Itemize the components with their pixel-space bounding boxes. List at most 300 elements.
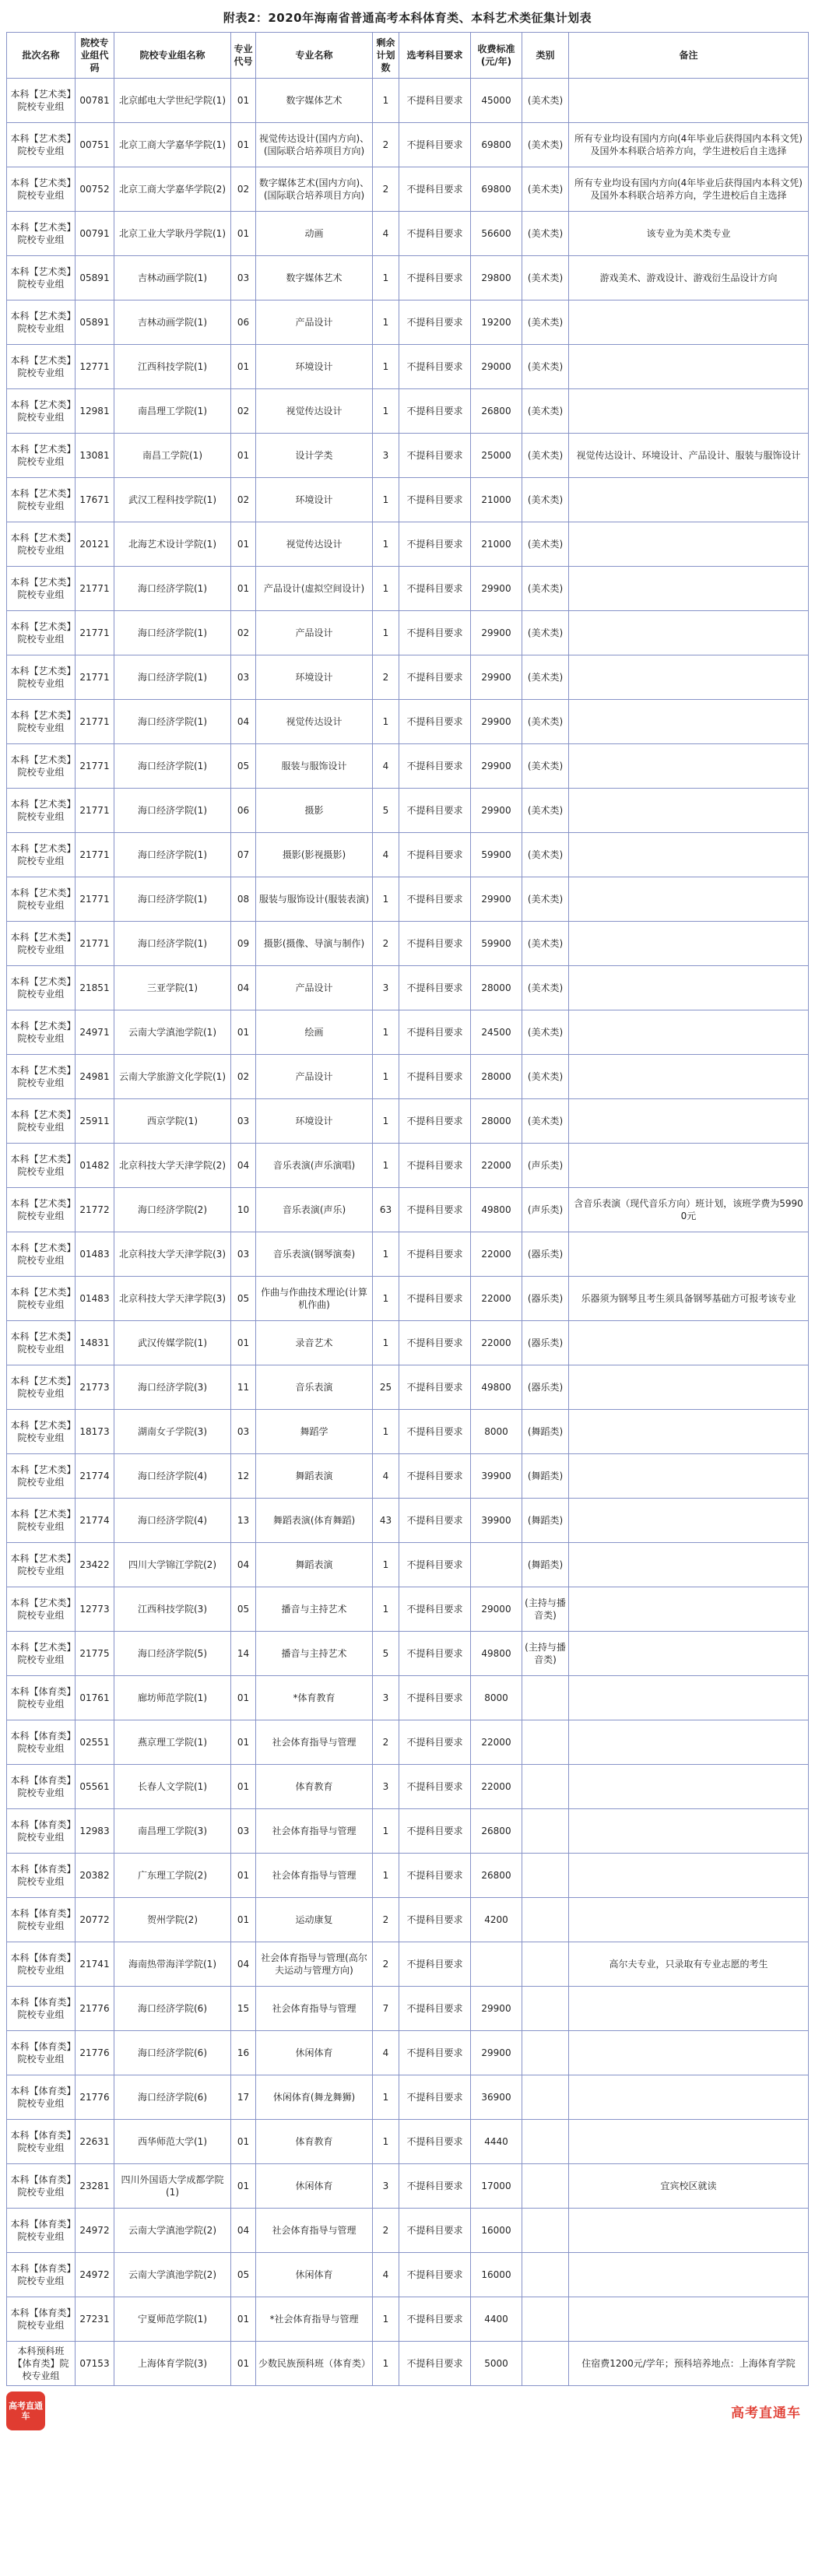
table-row bbox=[7, 789, 809, 833]
cell-remark bbox=[569, 2253, 809, 2297]
table-row bbox=[7, 611, 809, 655]
cell-major-name: 舞蹈表演 bbox=[256, 1543, 373, 1587]
cell-category: (舞蹈类) bbox=[522, 1499, 569, 1543]
cell-remaining-count: 3 bbox=[373, 2164, 399, 2209]
cell-major-code: 01 bbox=[231, 79, 256, 123]
cell-category bbox=[522, 1676, 569, 1720]
cell-major-name: 视觉传达设计 bbox=[256, 700, 373, 744]
cell-remaining-count: 4 bbox=[373, 2253, 399, 2297]
cell-remark bbox=[569, 744, 809, 789]
cell-remark bbox=[569, 1543, 809, 1587]
cell-fee: 45000 bbox=[471, 79, 522, 123]
cell-group-name: 海口经济学院(1) bbox=[114, 611, 231, 655]
cell-category: (美术类) bbox=[522, 1010, 569, 1055]
cell-category bbox=[522, 1765, 569, 1809]
cell-major-code: 01 bbox=[231, 1321, 256, 1365]
cell-major-code: 13 bbox=[231, 1499, 256, 1543]
cell-remark bbox=[569, 1499, 809, 1543]
cell-subject-requirement: 不提科目要求 bbox=[399, 2253, 471, 2297]
cell-subject-requirement: 不提科目要求 bbox=[399, 300, 471, 345]
cell-subject-requirement: 不提科目要求 bbox=[399, 2297, 471, 2342]
cell-subject-requirement: 不提科目要求 bbox=[399, 1010, 471, 1055]
table-row bbox=[7, 2209, 809, 2253]
cell-remaining-count: 2 bbox=[373, 123, 399, 167]
cell-group-code: 24971 bbox=[76, 1010, 114, 1055]
cell-group-name: 云南大学滇池学院(2) bbox=[114, 2209, 231, 2253]
cell-fee: 69800 bbox=[471, 167, 522, 212]
cell-remark bbox=[569, 1898, 809, 1942]
cell-group-code: 14831 bbox=[76, 1321, 114, 1365]
cell-group-code: 21771 bbox=[76, 700, 114, 744]
cell-group-name: 广东理工学院(2) bbox=[114, 1854, 231, 1898]
gaokao-zhitongche-logo: 高考直通车 bbox=[6, 2391, 45, 2430]
cell-group-name: 西华师范大学(1) bbox=[114, 2120, 231, 2164]
cell-category: (美术类) bbox=[522, 655, 569, 700]
cell-major-name: 社会体育指导与管理(高尔夫运动与管理方向) bbox=[256, 1942, 373, 1987]
table-row bbox=[7, 522, 809, 567]
cell-group-name: 西京学院(1) bbox=[114, 1099, 231, 1144]
cell-major-code: 01 bbox=[231, 1765, 256, 1809]
cell-major-code: 02 bbox=[231, 611, 256, 655]
cell-major-name: 产品设计 bbox=[256, 300, 373, 345]
cell-group-name: 南昌理工学院(1) bbox=[114, 389, 231, 434]
cell-group-name: 北京科技大学天津学院(3) bbox=[114, 1232, 231, 1277]
table-row bbox=[7, 1410, 809, 1454]
cell-group-code: 12771 bbox=[76, 345, 114, 389]
cell-batch: 本科【艺术类】院校专业组 bbox=[7, 1277, 76, 1321]
cell-subject-requirement: 不提科目要求 bbox=[399, 1587, 471, 1632]
cell-subject-requirement: 不提科目要求 bbox=[399, 611, 471, 655]
cell-major-code: 03 bbox=[231, 256, 256, 300]
cell-remaining-count: 2 bbox=[373, 655, 399, 700]
cell-subject-requirement: 不提科目要求 bbox=[399, 1632, 471, 1676]
cell-remark bbox=[569, 1676, 809, 1720]
cell-major-code: 01 bbox=[231, 522, 256, 567]
cell-remaining-count: 1 bbox=[373, 1587, 399, 1632]
cell-fee: 59900 bbox=[471, 833, 522, 877]
cell-major-name: 视觉传达设计(国内方向)、(国际联合培养项目方向) bbox=[256, 123, 373, 167]
table-row bbox=[7, 300, 809, 345]
cell-remaining-count: 3 bbox=[373, 1676, 399, 1720]
cell-group-code: 21772 bbox=[76, 1188, 114, 1232]
cell-group-code: 12983 bbox=[76, 1809, 114, 1854]
cell-subject-requirement: 不提科目要求 bbox=[399, 1854, 471, 1898]
cell-subject-requirement: 不提科目要求 bbox=[399, 2164, 471, 2209]
cell-major-code: 05 bbox=[231, 1277, 256, 1321]
cell-batch: 本科【体育类】院校专业组 bbox=[7, 1898, 76, 1942]
cell-major-code: 01 bbox=[231, 434, 256, 478]
cell-remark bbox=[569, 922, 809, 966]
cell-major-name: 社会体育指导与管理 bbox=[256, 1854, 373, 1898]
cell-group-code: 21771 bbox=[76, 833, 114, 877]
cell-major-code: 06 bbox=[231, 789, 256, 833]
cell-remaining-count: 1 bbox=[373, 256, 399, 300]
cell-fee: 49800 bbox=[471, 1188, 522, 1232]
cell-remark bbox=[569, 1410, 809, 1454]
cell-subject-requirement: 不提科目要求 bbox=[399, 833, 471, 877]
cell-remark bbox=[569, 1987, 809, 2031]
cell-group-code: 05561 bbox=[76, 1765, 114, 1809]
table-row bbox=[7, 1055, 809, 1099]
cell-group-name: 海口经济学院(1) bbox=[114, 789, 231, 833]
cell-subject-requirement: 不提科目要求 bbox=[399, 922, 471, 966]
cell-fee: 28000 bbox=[471, 1099, 522, 1144]
cell-remark: 高尔夫专业，只录取有专业志愿的考生 bbox=[569, 1942, 809, 1987]
cell-batch: 本科【艺术类】院校专业组 bbox=[7, 123, 76, 167]
cell-subject-requirement: 不提科目要求 bbox=[399, 123, 471, 167]
cell-fee: 39900 bbox=[471, 1454, 522, 1499]
cell-remaining-count: 4 bbox=[373, 1454, 399, 1499]
cell-major-name: 视觉传达设计 bbox=[256, 389, 373, 434]
cell-batch: 本科【艺术类】院校专业组 bbox=[7, 79, 76, 123]
cell-group-name: 北京工商大学嘉华学院(2) bbox=[114, 167, 231, 212]
cell-remark: 游戏美术、游戏设计、游戏衍生品设计方向 bbox=[569, 256, 809, 300]
cell-group-name: 北京科技大学天津学院(3) bbox=[114, 1277, 231, 1321]
cell-remaining-count: 1 bbox=[373, 877, 399, 922]
cell-major-name: 舞蹈表演(体育舞蹈) bbox=[256, 1499, 373, 1543]
cell-group-name: 北京工业大学耿丹学院(1) bbox=[114, 212, 231, 256]
cell-fee: 29900 bbox=[471, 877, 522, 922]
cell-subject-requirement: 不提科目要求 bbox=[399, 2342, 471, 2386]
cell-major-code: 01 bbox=[231, 1010, 256, 1055]
cell-group-name: 四川大学锦江学院(2) bbox=[114, 1543, 231, 1587]
cell-major-code: 01 bbox=[231, 2297, 256, 2342]
cell-remark bbox=[569, 2297, 809, 2342]
table-row bbox=[7, 389, 809, 434]
cell-major-name: 播音与主持艺术 bbox=[256, 1587, 373, 1632]
cell-group-name: 海口经济学院(1) bbox=[114, 922, 231, 966]
cell-remaining-count: 4 bbox=[373, 212, 399, 256]
cell-fee: 39900 bbox=[471, 1499, 522, 1543]
cell-remark: 所有专业均设有国内方向(4年毕业后获得国内本科文凭)及国外本科联合培养方向，学生进校后自主选择 bbox=[569, 167, 809, 212]
cell-fee: 59900 bbox=[471, 922, 522, 966]
cell-remaining-count: 3 bbox=[373, 434, 399, 478]
cell-batch: 本科【体育类】院校专业组 bbox=[7, 2297, 76, 2342]
cell-remark bbox=[569, 1454, 809, 1499]
table-row bbox=[7, 1765, 809, 1809]
table-row bbox=[7, 922, 809, 966]
cell-category: (美术类) bbox=[522, 522, 569, 567]
cell-batch: 本科【体育类】院校专业组 bbox=[7, 1854, 76, 1898]
cell-major-name: 体育教育 bbox=[256, 2120, 373, 2164]
cell-batch: 本科【艺术类】院校专业组 bbox=[7, 256, 76, 300]
cell-fee: 8000 bbox=[471, 1410, 522, 1454]
cell-major-code: 02 bbox=[231, 478, 256, 522]
cell-category: (主持与播音类) bbox=[522, 1587, 569, 1632]
cell-group-name: 海口经济学院(6) bbox=[114, 1987, 231, 2031]
cell-subject-requirement: 不提科目要求 bbox=[399, 1809, 471, 1854]
cell-fee: 26800 bbox=[471, 1809, 522, 1854]
cell-category: (美术类) bbox=[522, 789, 569, 833]
cell-group-name: 海口经济学院(5) bbox=[114, 1632, 231, 1676]
table-row bbox=[7, 167, 809, 212]
cell-remark bbox=[569, 2031, 809, 2075]
table-row bbox=[7, 1898, 809, 1942]
cell-fee: 29900 bbox=[471, 655, 522, 700]
cell-group-code: 20772 bbox=[76, 1898, 114, 1942]
cell-category: (美术类) bbox=[522, 300, 569, 345]
cell-remaining-count: 1 bbox=[373, 611, 399, 655]
cell-group-code: 01482 bbox=[76, 1144, 114, 1188]
cell-fee: 36900 bbox=[471, 2075, 522, 2120]
cell-major-name: 社会体育指导与管理 bbox=[256, 2209, 373, 2253]
cell-major-name: 设计学类 bbox=[256, 434, 373, 478]
cell-group-code: 00752 bbox=[76, 167, 114, 212]
cell-subject-requirement: 不提科目要求 bbox=[399, 1942, 471, 1987]
cell-remaining-count: 1 bbox=[373, 1099, 399, 1144]
table-row bbox=[7, 744, 809, 789]
cell-group-code: 20121 bbox=[76, 522, 114, 567]
cell-group-name: 云南大学滇池学院(2) bbox=[114, 2253, 231, 2297]
cell-remark bbox=[569, 1232, 809, 1277]
cell-major-code: 01 bbox=[231, 2342, 256, 2386]
cell-major-code: 04 bbox=[231, 1144, 256, 1188]
cell-remaining-count: 5 bbox=[373, 789, 399, 833]
cell-group-name: 南昌理工学院(3) bbox=[114, 1809, 231, 1854]
cell-remaining-count: 1 bbox=[373, 1055, 399, 1099]
table-row bbox=[7, 2342, 809, 2386]
cell-group-code: 23281 bbox=[76, 2164, 114, 2209]
cell-fee: 28000 bbox=[471, 966, 522, 1010]
header-fee: 收费标准(元/年) bbox=[471, 33, 522, 79]
cell-group-code: 00751 bbox=[76, 123, 114, 167]
cell-subject-requirement: 不提科目要求 bbox=[399, 2209, 471, 2253]
cell-fee: 29900 bbox=[471, 567, 522, 611]
cell-batch: 本科【体育类】院校专业组 bbox=[7, 2164, 76, 2209]
cell-batch: 本科【艺术类】院校专业组 bbox=[7, 611, 76, 655]
cell-subject-requirement: 不提科目要求 bbox=[399, 1277, 471, 1321]
cell-group-code: 21776 bbox=[76, 1987, 114, 2031]
cell-remaining-count: 2 bbox=[373, 1720, 399, 1765]
table-row bbox=[7, 212, 809, 256]
cell-batch: 本科【艺术类】院校专业组 bbox=[7, 1587, 76, 1632]
cell-group-name: 海口经济学院(4) bbox=[114, 1454, 231, 1499]
cell-remaining-count: 3 bbox=[373, 966, 399, 1010]
cell-remaining-count: 1 bbox=[373, 700, 399, 744]
cell-batch: 本科【艺术类】院校专业组 bbox=[7, 966, 76, 1010]
cell-remark bbox=[569, 611, 809, 655]
cell-remaining-count: 3 bbox=[373, 1765, 399, 1809]
header-category: 类别 bbox=[522, 33, 569, 79]
cell-category: (美术类) bbox=[522, 212, 569, 256]
cell-remark bbox=[569, 700, 809, 744]
cell-category: (美术类) bbox=[522, 966, 569, 1010]
cell-fee: 29900 bbox=[471, 2031, 522, 2075]
cell-category: (器乐类) bbox=[522, 1277, 569, 1321]
cell-remaining-count: 1 bbox=[373, 2075, 399, 2120]
cell-group-code: 21775 bbox=[76, 1632, 114, 1676]
cell-major-name: 产品设计 bbox=[256, 1055, 373, 1099]
cell-category: (美术类) bbox=[522, 79, 569, 123]
cell-group-name: 海口经济学院(1) bbox=[114, 567, 231, 611]
cell-fee: 22000 bbox=[471, 1232, 522, 1277]
cell-fee: 22000 bbox=[471, 1765, 522, 1809]
cell-group-code: 01761 bbox=[76, 1676, 114, 1720]
cell-subject-requirement: 不提科目要求 bbox=[399, 256, 471, 300]
cell-remark bbox=[569, 1055, 809, 1099]
cell-fee bbox=[471, 1543, 522, 1587]
cell-group-name: 北京邮电大学世纪学院(1) bbox=[114, 79, 231, 123]
cell-batch: 本科【艺术类】院校专业组 bbox=[7, 700, 76, 744]
cell-major-code: 01 bbox=[231, 1676, 256, 1720]
table-row bbox=[7, 1454, 809, 1499]
cell-remaining-count: 2 bbox=[373, 1898, 399, 1942]
cell-remark bbox=[569, 1587, 809, 1632]
cell-remaining-count: 1 bbox=[373, 79, 399, 123]
cell-subject-requirement: 不提科目要求 bbox=[399, 655, 471, 700]
cell-group-code: 24972 bbox=[76, 2209, 114, 2253]
cell-group-name: 海口经济学院(1) bbox=[114, 877, 231, 922]
cell-group-code: 18173 bbox=[76, 1410, 114, 1454]
cell-batch: 本科【艺术类】院校专业组 bbox=[7, 1010, 76, 1055]
cell-group-code: 07153 bbox=[76, 2342, 114, 2386]
cell-group-code: 21771 bbox=[76, 877, 114, 922]
cell-subject-requirement: 不提科目要求 bbox=[399, 1898, 471, 1942]
cell-group-name: 海口经济学院(1) bbox=[114, 655, 231, 700]
cell-batch: 本科【体育类】院校专业组 bbox=[7, 1720, 76, 1765]
cell-major-name: 社会体育指导与管理 bbox=[256, 1987, 373, 2031]
cell-subject-requirement: 不提科目要求 bbox=[399, 1410, 471, 1454]
cell-batch: 本科【体育类】院校专业组 bbox=[7, 2253, 76, 2297]
cell-remaining-count: 1 bbox=[373, 1854, 399, 1898]
cell-batch: 本科【艺术类】院校专业组 bbox=[7, 1144, 76, 1188]
cell-major-name: 绘画 bbox=[256, 1010, 373, 1055]
cell-category: (美术类) bbox=[522, 1099, 569, 1144]
cell-remaining-count: 5 bbox=[373, 1632, 399, 1676]
cell-fee: 22000 bbox=[471, 1144, 522, 1188]
cell-batch: 本科【艺术类】院校专业组 bbox=[7, 478, 76, 522]
cell-remark bbox=[569, 345, 809, 389]
cell-major-name: 休闲体育 bbox=[256, 2031, 373, 2075]
cell-major-name: 摄影(影视摄影) bbox=[256, 833, 373, 877]
cell-group-code: 01483 bbox=[76, 1232, 114, 1277]
table-row bbox=[7, 1277, 809, 1321]
cell-group-name: 北京工商大学嘉华学院(1) bbox=[114, 123, 231, 167]
header-subject-requirement: 选考科目要求 bbox=[399, 33, 471, 79]
cell-major-name: 休闲体育 bbox=[256, 2164, 373, 2209]
cell-category: (美术类) bbox=[522, 389, 569, 434]
cell-remaining-count: 1 bbox=[373, 300, 399, 345]
cell-group-name: 南昌工学院(1) bbox=[114, 434, 231, 478]
cell-category: (美术类) bbox=[522, 1055, 569, 1099]
cell-batch: 本科【体育类】院校专业组 bbox=[7, 2075, 76, 2120]
cell-subject-requirement: 不提科目要求 bbox=[399, 478, 471, 522]
cell-major-name: 休闲体育(舞龙舞狮) bbox=[256, 2075, 373, 2120]
cell-group-code: 21771 bbox=[76, 611, 114, 655]
header-remark: 备注 bbox=[569, 33, 809, 79]
cell-remark bbox=[569, 1809, 809, 1854]
cell-remark bbox=[569, 2209, 809, 2253]
cell-major-code: 04 bbox=[231, 700, 256, 744]
header-group-name: 院校专业组名称 bbox=[114, 33, 231, 79]
cell-subject-requirement: 不提科目要求 bbox=[399, 345, 471, 389]
cell-remaining-count: 4 bbox=[373, 2031, 399, 2075]
cell-fee: 29900 bbox=[471, 744, 522, 789]
cell-group-code: 27231 bbox=[76, 2297, 114, 2342]
table-row bbox=[7, 1232, 809, 1277]
cell-fee: 69800 bbox=[471, 123, 522, 167]
cell-batch: 本科【艺术类】院校专业组 bbox=[7, 1454, 76, 1499]
cell-batch: 本科【艺术类】院校专业组 bbox=[7, 1188, 76, 1232]
cell-remark bbox=[569, 79, 809, 123]
cell-fee bbox=[471, 1942, 522, 1987]
cell-major-code: 01 bbox=[231, 1720, 256, 1765]
table-body bbox=[7, 79, 809, 2386]
cell-major-code: 07 bbox=[231, 833, 256, 877]
table-row bbox=[7, 1809, 809, 1854]
table-row bbox=[7, 1543, 809, 1587]
cell-group-code: 21771 bbox=[76, 655, 114, 700]
cell-group-name: 海南热带海洋学院(1) bbox=[114, 1942, 231, 1987]
cell-batch: 本科【艺术类】院校专业组 bbox=[7, 655, 76, 700]
cell-remark bbox=[569, 655, 809, 700]
cell-major-code: 02 bbox=[231, 1055, 256, 1099]
cell-category bbox=[522, 2075, 569, 2120]
cell-fee: 29800 bbox=[471, 256, 522, 300]
cell-major-name: 体育教育 bbox=[256, 1765, 373, 1809]
cell-remark bbox=[569, 522, 809, 567]
cell-major-name: 环境设计 bbox=[256, 478, 373, 522]
table-row bbox=[7, 2164, 809, 2209]
cell-category bbox=[522, 2164, 569, 2209]
cell-group-code: 01483 bbox=[76, 1277, 114, 1321]
cell-group-code: 21771 bbox=[76, 567, 114, 611]
cell-category bbox=[522, 1809, 569, 1854]
cell-category bbox=[522, 1854, 569, 1898]
cell-subject-requirement: 不提科目要求 bbox=[399, 966, 471, 1010]
cell-category: (器乐类) bbox=[522, 1321, 569, 1365]
cell-remaining-count: 1 bbox=[373, 2342, 399, 2386]
cell-major-code: 03 bbox=[231, 655, 256, 700]
cell-remark bbox=[569, 389, 809, 434]
cell-fee: 56600 bbox=[471, 212, 522, 256]
cell-subject-requirement: 不提科目要求 bbox=[399, 1543, 471, 1587]
cell-category: (主持与播音类) bbox=[522, 1632, 569, 1676]
cell-major-code: 02 bbox=[231, 389, 256, 434]
cell-batch: 本科【艺术类】院校专业组 bbox=[7, 1632, 76, 1676]
table-row bbox=[7, 567, 809, 611]
cell-major-name: 社会体育指导与管理 bbox=[256, 1720, 373, 1765]
cell-major-name: 摄影(摄像、导演与制作) bbox=[256, 922, 373, 966]
cell-group-code: 13081 bbox=[76, 434, 114, 478]
cell-category: (声乐类) bbox=[522, 1144, 569, 1188]
cell-remark: 视觉传达设计、环境设计、产品设计、服装与服饰设计 bbox=[569, 434, 809, 478]
cell-batch: 本科【艺术类】院校专业组 bbox=[7, 434, 76, 478]
cell-group-name: 上海体育学院(3) bbox=[114, 2342, 231, 2386]
cell-major-name: 产品设计 bbox=[256, 966, 373, 1010]
table-row bbox=[7, 1587, 809, 1632]
cell-category: (美术类) bbox=[522, 567, 569, 611]
table-row bbox=[7, 2075, 809, 2120]
table-row bbox=[7, 1854, 809, 1898]
cell-category bbox=[522, 1720, 569, 1765]
cell-remaining-count: 1 bbox=[373, 1232, 399, 1277]
cell-remaining-count: 1 bbox=[373, 2297, 399, 2342]
cell-major-code: 15 bbox=[231, 1987, 256, 2031]
cell-major-name: 摄影 bbox=[256, 789, 373, 833]
table-row bbox=[7, 833, 809, 877]
cell-group-code: 24981 bbox=[76, 1055, 114, 1099]
cell-batch: 本科【艺术类】院校专业组 bbox=[7, 1410, 76, 1454]
cell-batch: 本科【艺术类】院校专业组 bbox=[7, 522, 76, 567]
cell-batch: 本科【艺术类】院校专业组 bbox=[7, 167, 76, 212]
cell-category: (美术类) bbox=[522, 345, 569, 389]
cell-major-code: 01 bbox=[231, 123, 256, 167]
cell-batch: 本科【体育类】院校专业组 bbox=[7, 1987, 76, 2031]
cell-fee: 21000 bbox=[471, 522, 522, 567]
table-row bbox=[7, 1321, 809, 1365]
cell-major-name: 社会体育指导与管理 bbox=[256, 1809, 373, 1854]
